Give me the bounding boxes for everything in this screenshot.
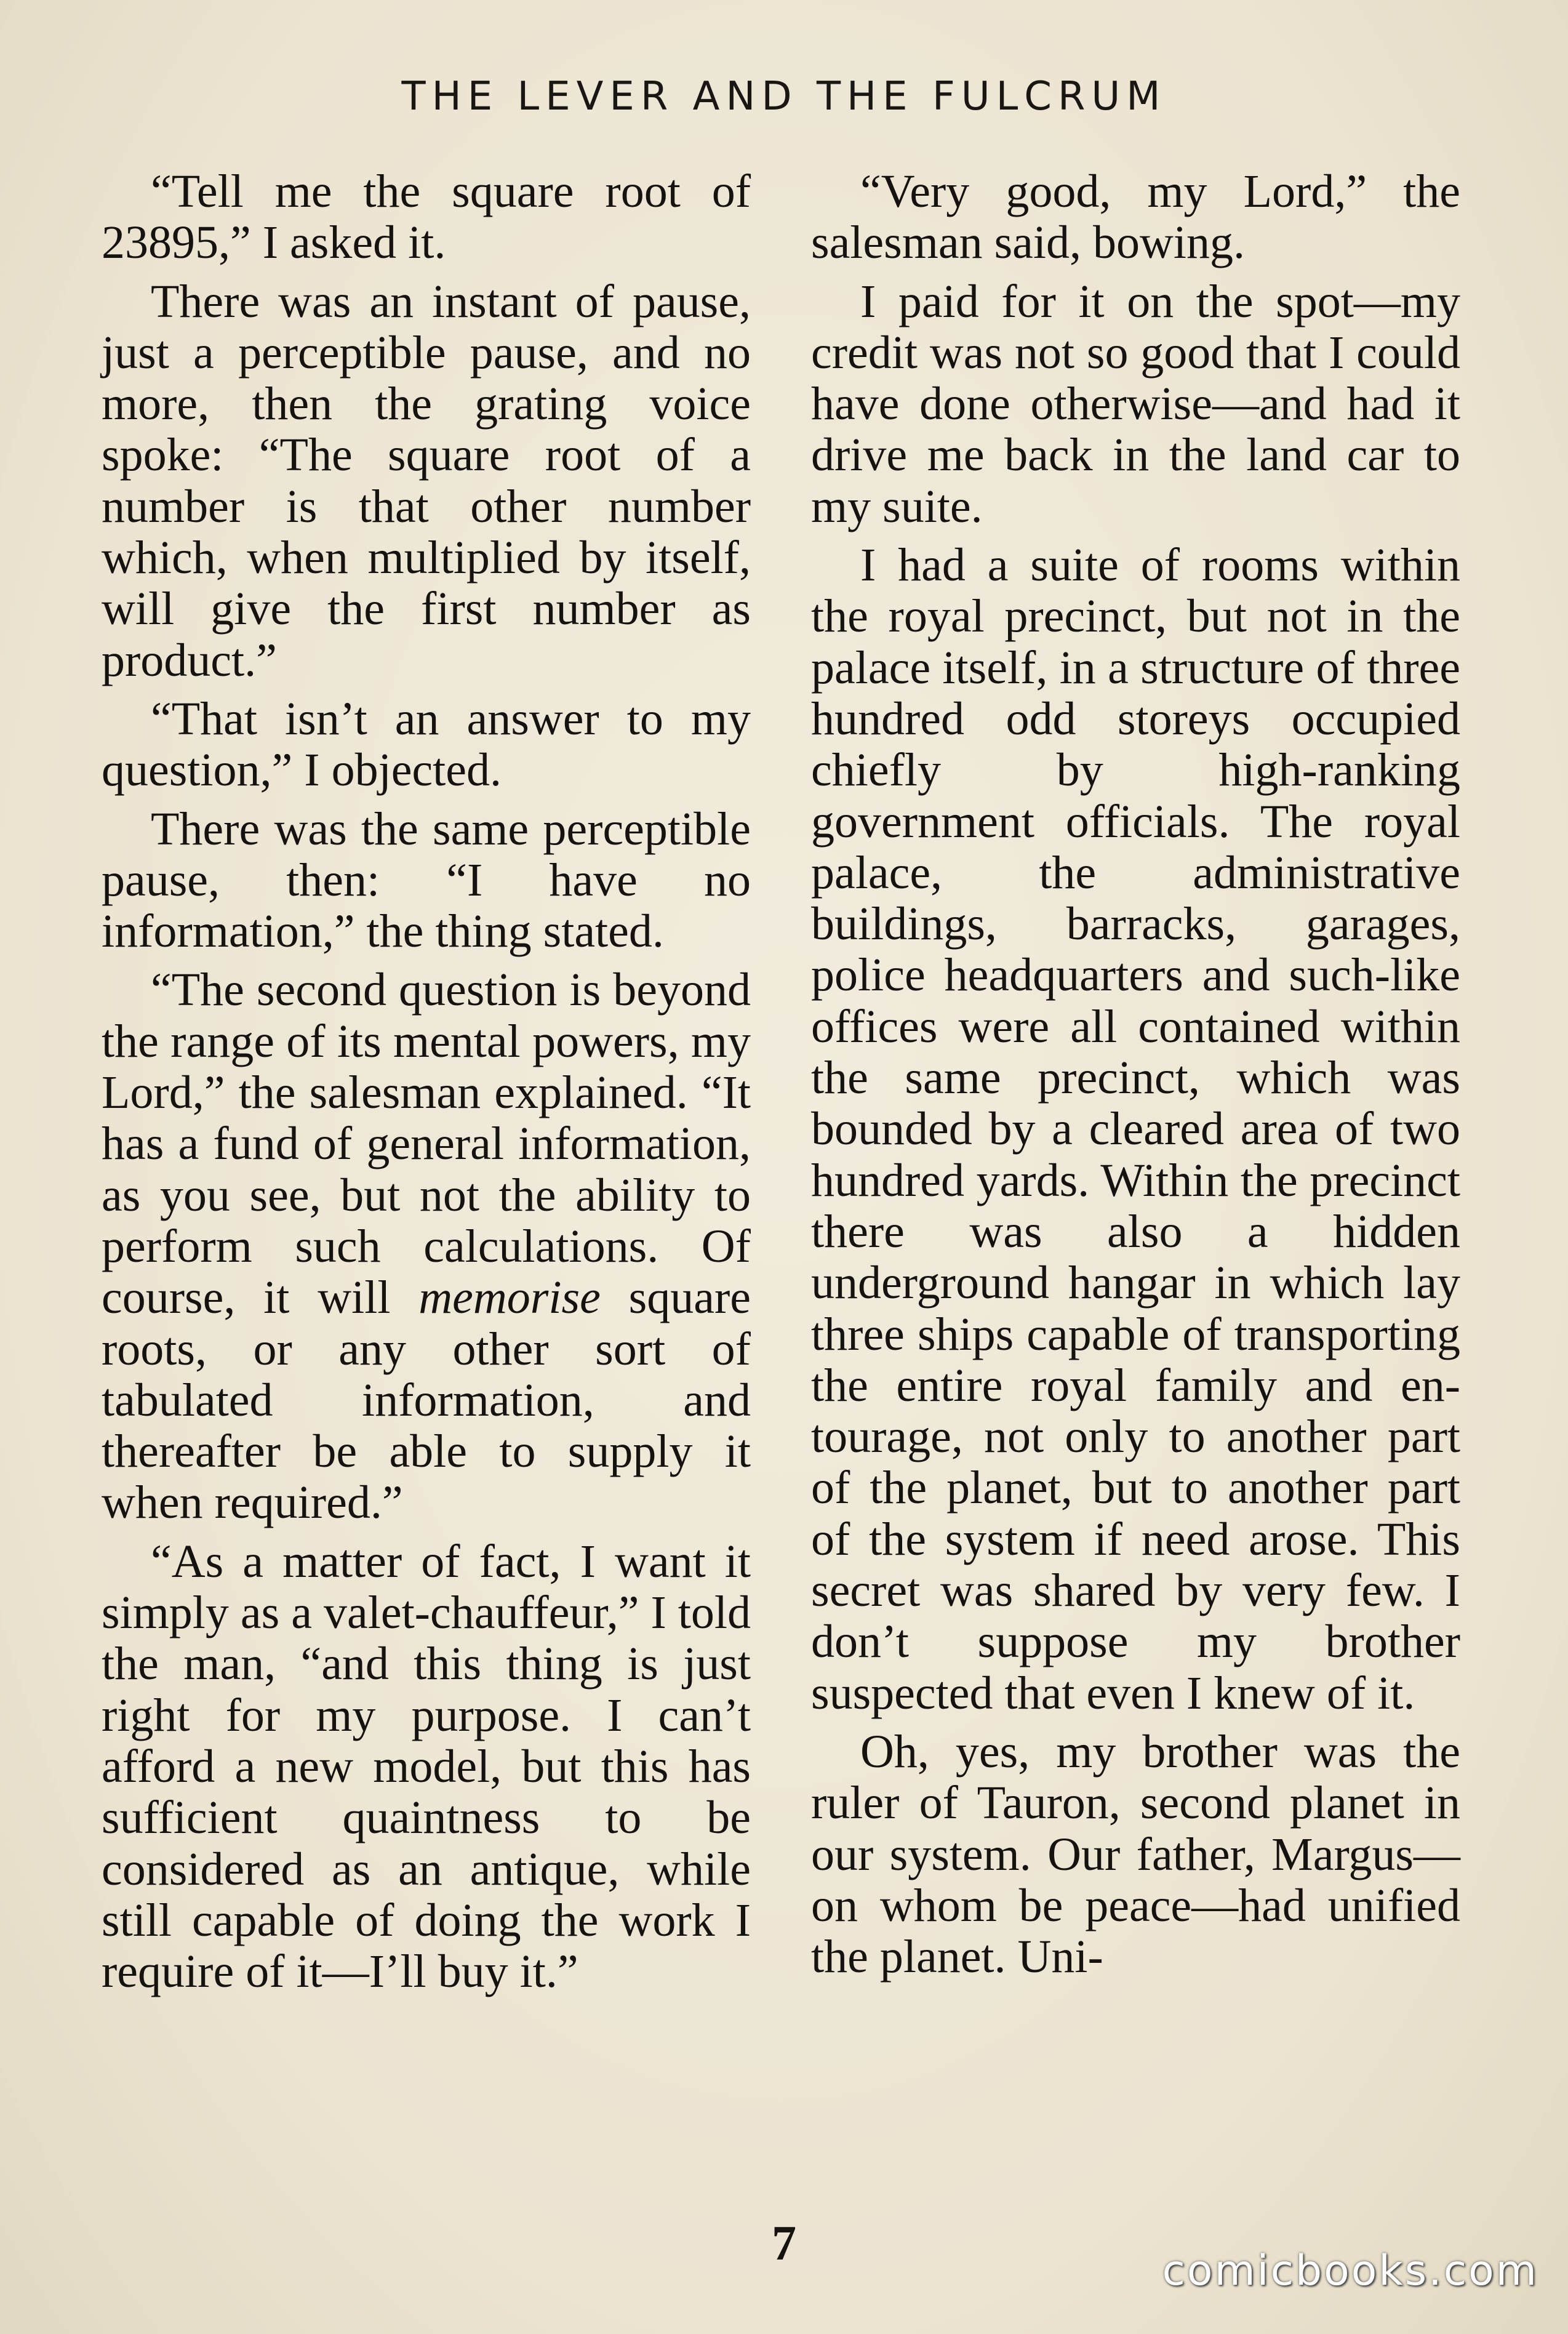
paragraph: Oh, yes, my brother was the ruler of Tauron, second planet in our system. Our father, Margus—on whom be peace—had unified the planet. Uni- [811,1725,1460,1983]
paragraph: I had a suite of rooms within the royal precinct, but not in the palace itself, in a structure of three hundred odd storeys occupied chiefly by high-ranking government officials. The royal palace, the administrative buildings, barracks, garages, police headquarters and such-like offices were all contained within the same precinct, which was bounded by a cleared area of two hundred yards. Within the precinct there was also a hidden underground hangar in which lay three ships capable of transporting the entire royal family and entourage, not only to another part of the planet, but to another part of the system if need arose. This secret was shared by very few. I don’t suppose my brother suspected that even I knew of it. [811,539,1460,1719]
paragraph: “That isn’t an answer to my question,” I objected. [102,692,751,796]
running-title: THE LEVER AND THE FULCRUM [401,74,1167,119]
watermark: comicbooks.com [1162,2247,1538,2295]
paragraph-text: “The second question is beyond the range of its mental powers, my Lord,” the salesman explained. “It has a fund of general information, as you see, but not the ability to perform such calculations. Of course, it will [102,964,751,1324]
paragraph: There was the same perceptible pause, then: “I have no information,” the thing stated. [102,803,751,958]
paragraph: “Very good, my Lord,” the salesman said, bowing. [811,166,1460,269]
left-column [102,166,751,2005]
paragraph [102,964,751,1528]
paragraph: There was an instant of pause, just a perceptible pause, and no more, then the grating voice spoke: “The square root of a number is that other number which, when multiplied by itself, will give the first number as product.” [102,275,751,686]
emphasized-word: memorise [418,1272,601,1324]
right-column [811,166,1460,1990]
paragraph-text: square roots, or any other sort of tabulated information, and thereafter be able to supply it when required.” [102,1272,751,1529]
paragraph: “Tell me the square root of 23895,” I asked it. [102,166,751,269]
paragraph: “As a matter of fact, I want it simply as a valet-chauffeur,” I told the man, “and this thing is just right for my purpose. I can’t afford a new model, but this has sufficient quaintness to be considered as an antique, while still capable of doing the work I require of it—I’ll buy it.” [102,1535,751,1998]
page-number: 7 [772,2216,796,2271]
paragraph: I paid for it on the spot—my credit was not so good that I could have done otherwise—and had it drive me back in the land car to my suite. [811,275,1460,532]
